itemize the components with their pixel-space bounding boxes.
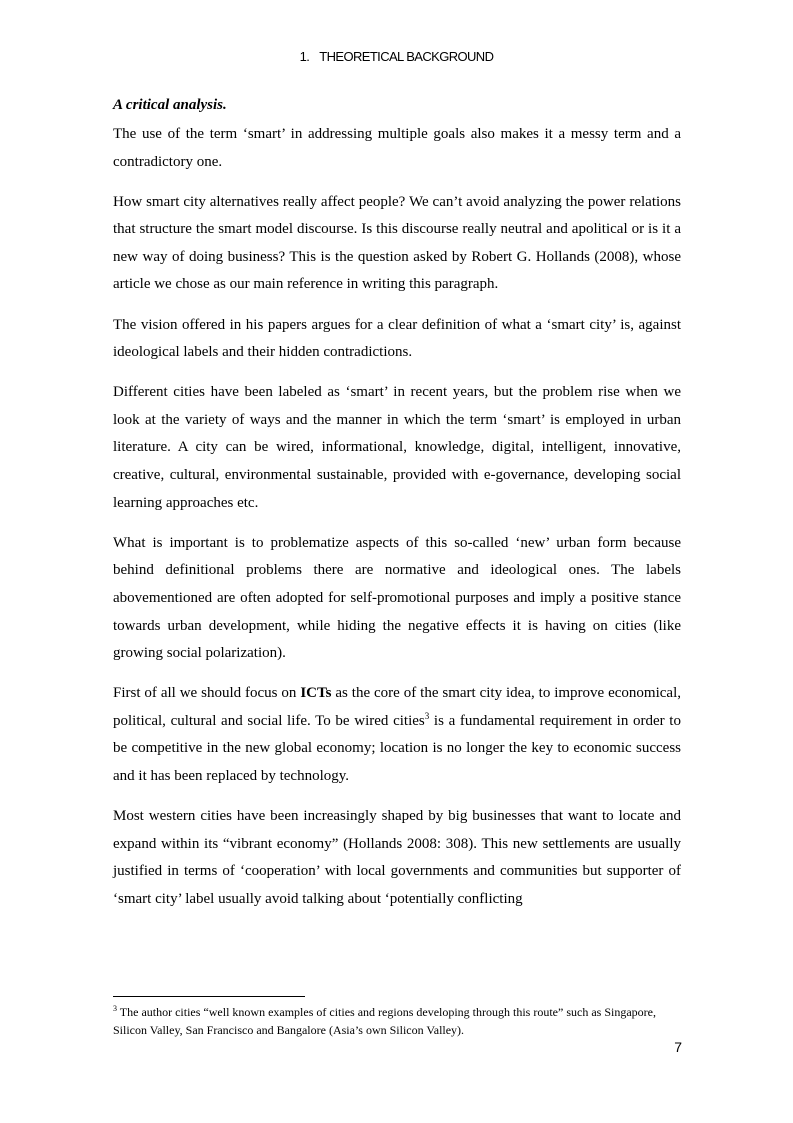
- paragraph-5: What is important is to problematize aspects of this so-called ‘new’ urban form because behind definitional problems there are normative and ideological ones. The labels abovementioned are often adopted for self-promotional purposes and imply a positive stance towards urban development, while hiding the negative effects it is having on cities (like growing social polarization).: [113, 534, 681, 662]
- header-number: 1.: [299, 49, 310, 64]
- paragraph-last: Most western cities have been increasingly shaped by big businesses that want to locate and expand within its “vibrant economy” (Hollands 2008: 308). This new settlements are usually justified in terms of ‘cooperation’ with local governments and communities but supporter of ‘smart city’ label usually avoid talking about ‘potentially conflicting: [113, 808, 681, 907]
- header-title: THEORETICAL BACKGROUND: [319, 49, 494, 64]
- paragraph-1: The use of the term ‘smart’ in addressing multiple goals also makes it a messy term and a contradictory one.: [113, 126, 681, 170]
- paragraph-3: The vision offered in his papers argues for a clear definition of what a ‘smart city’ is, against ideological labels and their hidden contradictions.: [113, 316, 681, 361]
- page-number: 7: [674, 1039, 682, 1055]
- footnote-reference[interactable]: 3: [424, 710, 430, 721]
- footnote-text: The author cities “well known examples of cities and regions developing through this route” such as Singapore, Silicon Valley, San Francisco and Bangalore (Asia’s own Silicon Valley).: [113, 1005, 656, 1037]
- footnote-divider: [113, 996, 305, 997]
- footnote-marker: 3: [113, 1004, 117, 1013]
- footnote: [113, 1003, 681, 1039]
- section-title: A critical analysis.: [113, 97, 227, 113]
- paragraph-2: How smart city alternatives really affect people? We can’t avoid analyzing the power relations that structure the smart model discourse. Is this discourse really neutral and apolitical or is it a new way of doing business? This is the question asked by Robert G. Hollands (2008), whose article we chose as our main reference in writing this paragraph.: [113, 193, 681, 293]
- ict-bold-term: ICTs: [300, 685, 332, 702]
- body-text: [113, 94, 681, 926]
- ict-text-after: is a fundamental requirement in order to be competitive in the new global economy; location is no longer the key to economic success and it has been replaced by technology.: [113, 712, 681, 784]
- paragraph-ict: [113, 680, 681, 790]
- ict-text-middle: as the core of the smart city idea, to improve economical, political, cultural and social life. To be wired cities: [113, 685, 682, 729]
- ict-text-before: First of all we should focus on: [113, 685, 301, 702]
- running-header: [0, 49, 793, 64]
- paragraph-4: Different cities have been labeled as ‘smart’ in recent years, but the problem rise when we look at the variety of ways and the manner in which the term ‘smart’ is employed in urban literature. A city can be wired, informational, knowledge, digital, intelligent, innovative, creative, cultural, environmental sustainable, provided with e-governance, developing social learning approaches etc.: [113, 384, 681, 511]
